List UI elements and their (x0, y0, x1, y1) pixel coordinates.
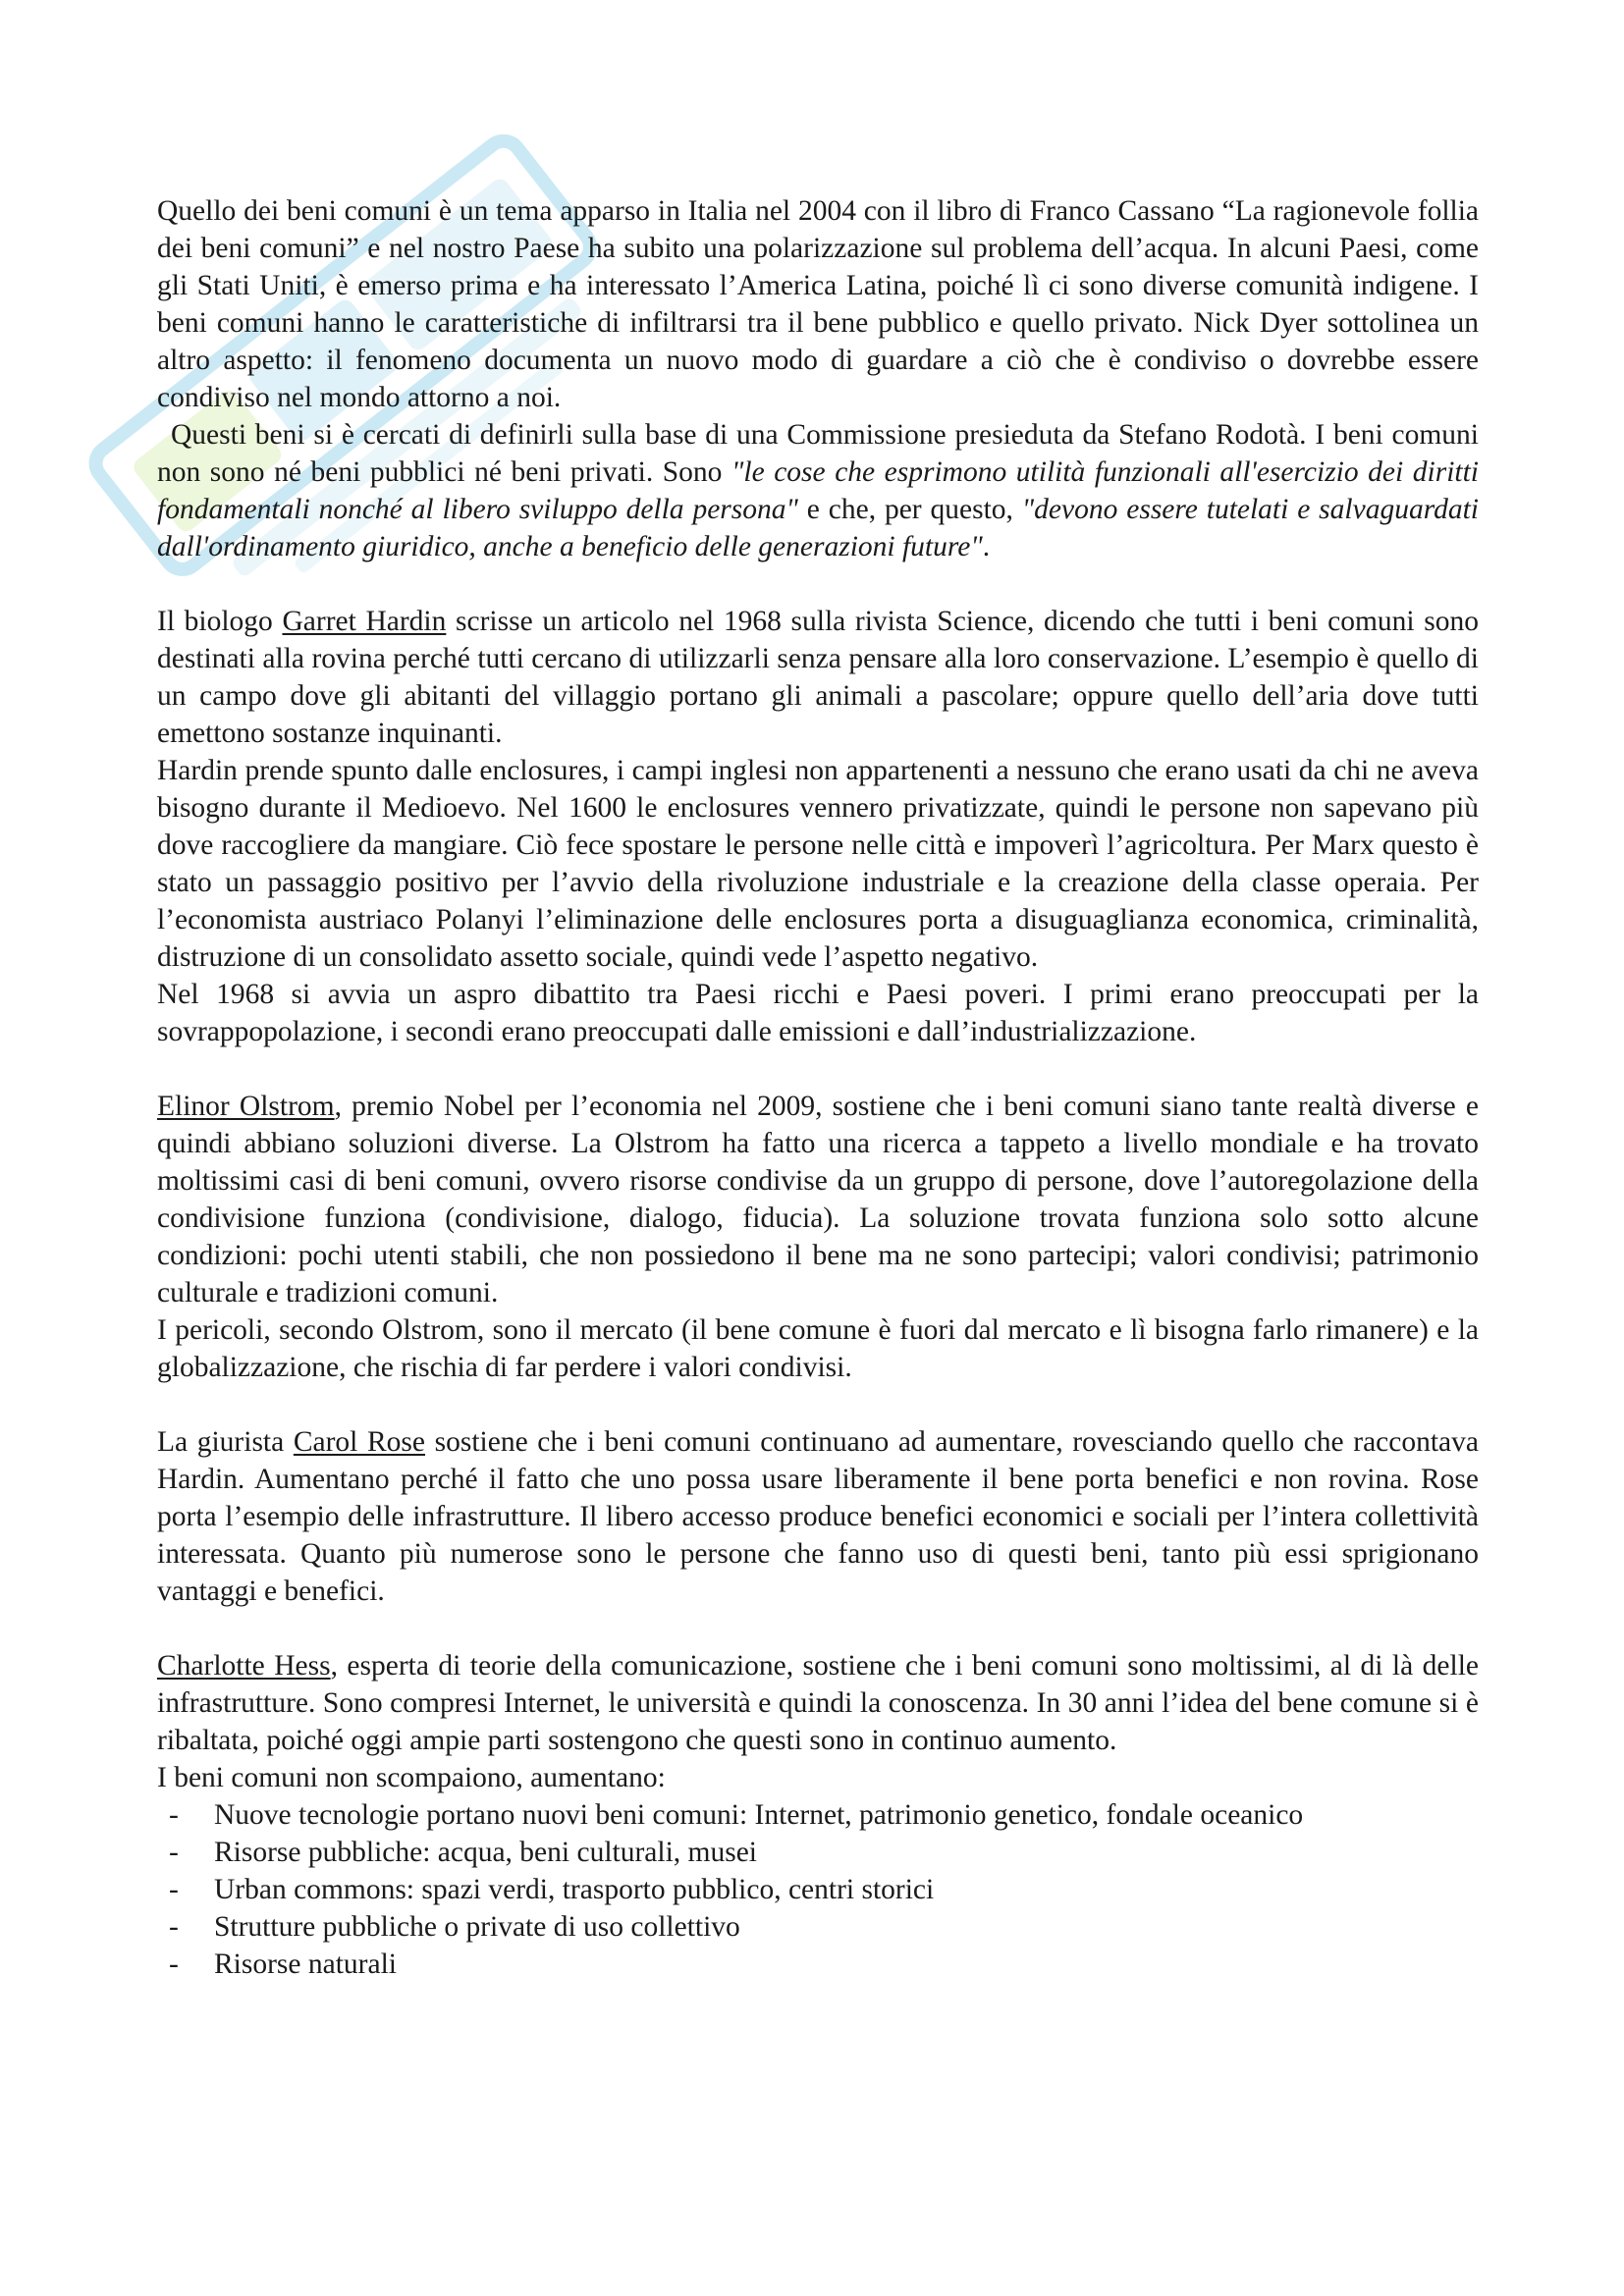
list-dash: - (169, 1911, 179, 1943)
list-item-text: Urban commons: spazi verdi, trasporto pubblico, centri storici (214, 1874, 935, 1905)
paragraph-hardin-text-b: scrisse un articolo nel 1968 sulla rivista Science, dicendo che tutti i beni comuni sono destinati alla rovina perché tutti cercano di utilizzarli senza pensare alla loro conservazione. L’esempio è quello di un campo dove gli abitanti del villaggio portano gli animali a pascolare; oppure quello dell’aria dove tutti emettono sostanze inquinanti. (157, 606, 1479, 749)
paragraph-gap (157, 565, 1479, 603)
list-item (157, 1946, 1479, 1983)
paragraph-rose-text-a: La giurista (157, 1426, 294, 1458)
paragraph-intro: Quello dei beni comuni è un tema apparso in Italia nel 2004 con il libro di Franco Cassano “La ragionevole follia dei beni comuni” e nel nostro Paese ha subito una polarizzazione sul problema dell’acqua. In alcuni Paesi, come gli Stati Uniti, è emerso prima e ha interessato l’America Latina, poiché lì ci sono diverse comunità indigene. I beni comuni hanno le caratteristiche di infiltrarsi tra il bene pubblico e quello privato. Nick Dyer sottolinea un altro aspetto: il fenomeno documenta un nuovo modo di guardare a ciò che è condiviso o dovrebbe essere condiviso nel mondo attorno a noi. (157, 195, 1479, 413)
paragraph-gap (157, 1386, 1479, 1423)
paragraph-hess (157, 1647, 1479, 1759)
paragraph-gap (157, 1050, 1479, 1088)
paragraph-rodota (157, 416, 1479, 565)
paragraph-rodota-text-b: e che, per questo, (797, 494, 1022, 525)
name-charlotte-hess: Charlotte Hess (157, 1650, 331, 1682)
paragraph-enclosures: Hardin prende spunto dalle enclosures, i campi inglesi non appartenenti a nessuno che erano usati da chi ne aveva bisogno durante il Medioevo. Nel 1600 le enclosures vennero privatizzate, quindi le persone non sapevano più dove raccogliere da mangiare. Ciò fece spostare le persone nelle città e impoverì l’agricoltura. Per Marx questo è stato un passaggio positivo per l’avvio della rivoluzione industriale e la creazione della classe operaia. Per l’economista austriaco Polanyi l’eliminazione delle enclosures porta a disuguaglianza economica, criminalità, distruzione di un consolidato assetto sociale, quindi vede l’aspetto negativo. (157, 755, 1479, 973)
list-item (157, 1834, 1479, 1871)
paragraph-hardin (157, 603, 1479, 752)
beni-comuni-list (157, 1796, 1479, 1983)
list-item (157, 1908, 1479, 1946)
list-item-text: Risorse pubbliche: acqua, beni culturali, musei (214, 1837, 757, 1868)
paragraph-dibattito: Nel 1968 si avvia un aspro dibattito tra Paesi ricchi e Paesi poveri. I primi erano preoccupati per la sovrappopolazione, i secondi erano preoccupati dalle emissioni e dall’industrializzazione. (157, 979, 1479, 1047)
quote-tutelati: "devono essere tutelati e salvaguardati dall'ordinamento giuridico, anche a beneficio delle generazioni future" (157, 494, 1479, 562)
paragraph-rose (157, 1423, 1479, 1610)
list-item-text: Risorse naturali (214, 1949, 397, 1980)
paragraph-pericoli: I pericoli, secondo Olstrom, sono il mercato (il bene comune è fuori dal mercato e lì bisogna farlo rimanere) e la globalizzazione, che rischia di far perdere i valori condivisi. (157, 1314, 1479, 1383)
paragraph-rose-text-b: sostiene che i beni comuni continuano ad aumentare, rovesciando quello che raccontava Hardin. Aumentano perché il fatto che uno possa usare liberamente il bene porta benefici e non rovina. Rose porta l’esempio delle infrastrutture. Il libero accesso produce benefici economici e sociali per l’intera collettività interessata. Quanto più numerose sono le persone che fanno uso di questi beni, tanto più essi sprigionano vantaggi e benefici. (157, 1426, 1479, 1607)
paragraph-rodota-text-a: Questi beni si è cercati di definirli sulla base di una Commissione presieduta da Stefano Rodotà. I beni comuni non sono né beni pubblici né beni privati. Sono (157, 419, 1479, 488)
paragraph-hess-text: , esperta di teorie della comunicazione, sostiene che i beni comuni sono moltissimi, al di là delle infrastrutture. Sono compresi Internet, le università e quindi la conoscenza. In 30 anni l’idea del bene comune si è ribaltata, poiché oggi ampie parti sostengono che questi sono in continuo aumento. (157, 1650, 1479, 1756)
paragraph-list-intro: I beni comuni non scompaiono, aumentano: (157, 1762, 666, 1793)
list-dash: - (169, 1799, 179, 1831)
paragraph-olstrom-text: , premio Nobel per l’economia nel 2009, sostiene che i beni comuni siano tante realtà diverse e quindi abbiano soluzioni diverse. La Olstrom ha fatto una ricerca a tappeto a livello mondiale e ha trovato moltissimi casi di beni comuni, ovvero risorse condivise da un gruppo di persone, dove l’autoregolazione della condivisione funziona (condivisione, dialogo, fiducia). La soluzione trovata funziona solo sotto alcune condizioni: pochi utenti stabili, che non possiedono il bene ma ne sono partecipi; valori condivisi; patrimonio culturale e tradizioni comuni. (157, 1091, 1479, 1308)
paragraph-rodota-text-c: . (982, 531, 991, 562)
list-item (157, 1871, 1479, 1908)
list-dash: - (169, 1949, 179, 1980)
document-body (157, 192, 1479, 1983)
paragraph-olstrom (157, 1088, 1479, 1311)
name-carol-rose: Carol Rose (293, 1426, 426, 1458)
quote-utilita: "le cose che esprimono utilità funzionali all'esercizio dei diritti fondamentali nonché al libero sviluppo della persona" (157, 456, 1479, 525)
list-item-text: Strutture pubbliche o private di uso collettivo (214, 1911, 740, 1943)
name-garret-hardin: Garret Hardin (282, 606, 447, 637)
paragraph-hardin-text-a: Il biologo (157, 606, 283, 637)
list-dash: - (169, 1874, 179, 1905)
list-item-text: Nuove tecnologie portano nuovi beni comuni: Internet, patrimonio genetico, fondale oceanico (214, 1799, 1304, 1831)
paragraph-gap (157, 1610, 1479, 1647)
list-dash: - (169, 1837, 179, 1868)
name-elinor-olstrom: Elinor Olstrom (157, 1091, 335, 1122)
list-item (157, 1796, 1479, 1834)
